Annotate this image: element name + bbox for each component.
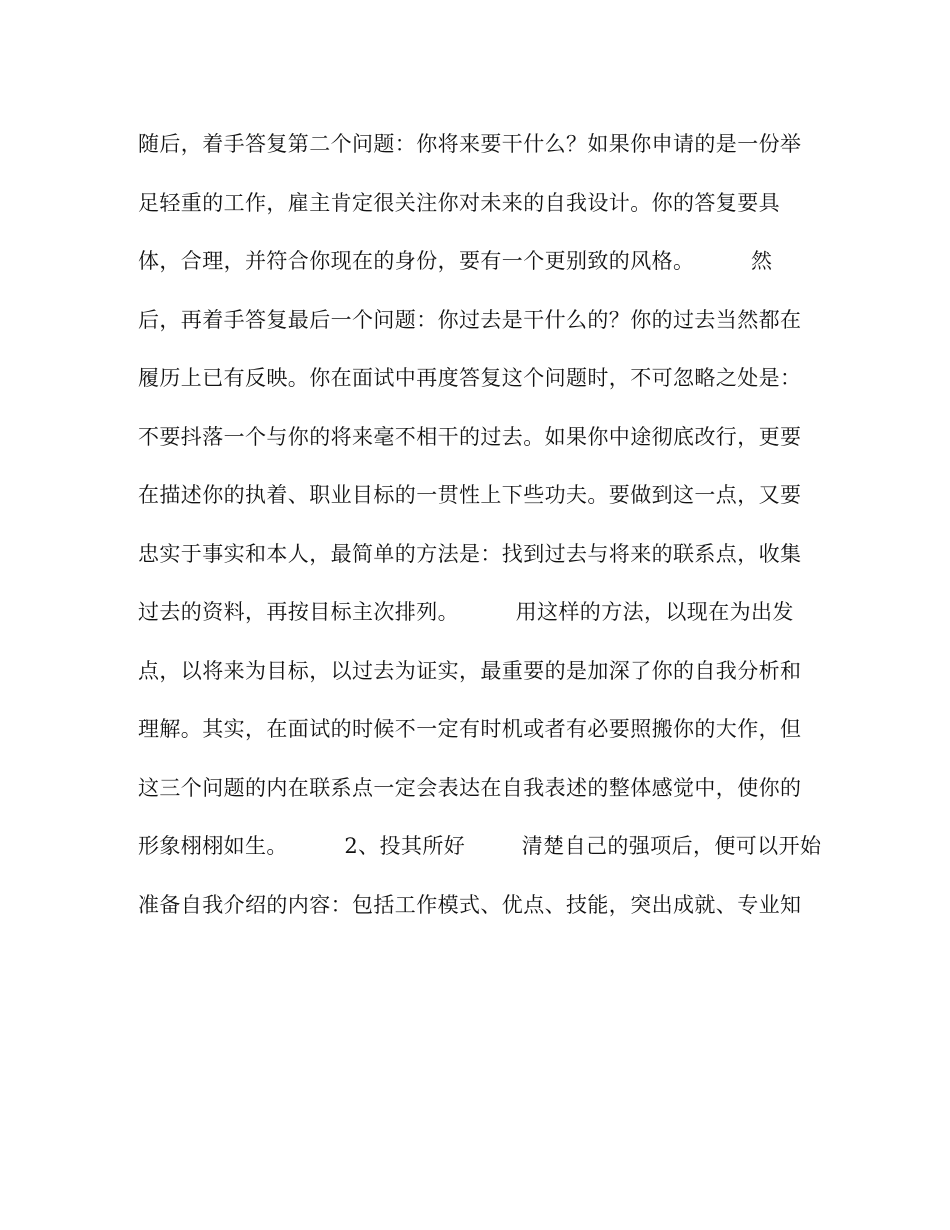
- text-line-14: 准备自我介绍的内容：包括工作模式、优点、技能，突出成就、专业知: [138, 892, 802, 917]
- text-line-9: 过去的资料，再按目标主次排列。 用这样的方法，以现在为出发: [138, 600, 794, 624]
- text-line-3: 体，合理，并符合你现在的身份，要有一个更别致的风格。 然: [138, 249, 773, 273]
- text-line-5: 履历上已有反映。你在面试中再度答复这个问题时，不可忽略之处是：: [138, 366, 802, 390]
- text-line-12: 这三个问题的内在联系点一定会表达在自我表述的整体感觉中，使你的: [138, 775, 802, 800]
- text-line-2: 足轻重的工作，雇主肯定很关注你对未来的自我设计。你的答复要具: [138, 190, 780, 215]
- text-line-4: 后，再着手答复最后一个问题：你过去是干什么的？你的过去当然都在: [138, 307, 802, 332]
- text-line-6: 不要抖落一个与你的将来毫不相干的过去。如果你中途彻底改行，更要: [138, 424, 802, 449]
- document-text-body: [138, 120, 822, 939]
- text-line-11: 理解。其实，在面试的时候不一定有时机或者有必要照搬你的大作，但: [138, 717, 802, 741]
- text-line-1: 随后，着手答复第二个问题：你将来要干什么？如果你申请的是一份举: [138, 132, 802, 156]
- text-line-8: 忠实于事实和本人，最简单的方法是：找到过去与将来的联系点，收集: [138, 541, 802, 566]
- text-line-10: 点，以将来为目标，以过去为证实，最重要的是加深了你的自我分析和: [138, 658, 802, 683]
- text-line-7: 在描述你的执着、职业目标的一贯性上下些功夫。要做到这一点，又要: [138, 483, 802, 507]
- text-line-13: 形象栩栩如生。 2、投其所好 清楚自己的强项后，便可以开始: [138, 834, 822, 858]
